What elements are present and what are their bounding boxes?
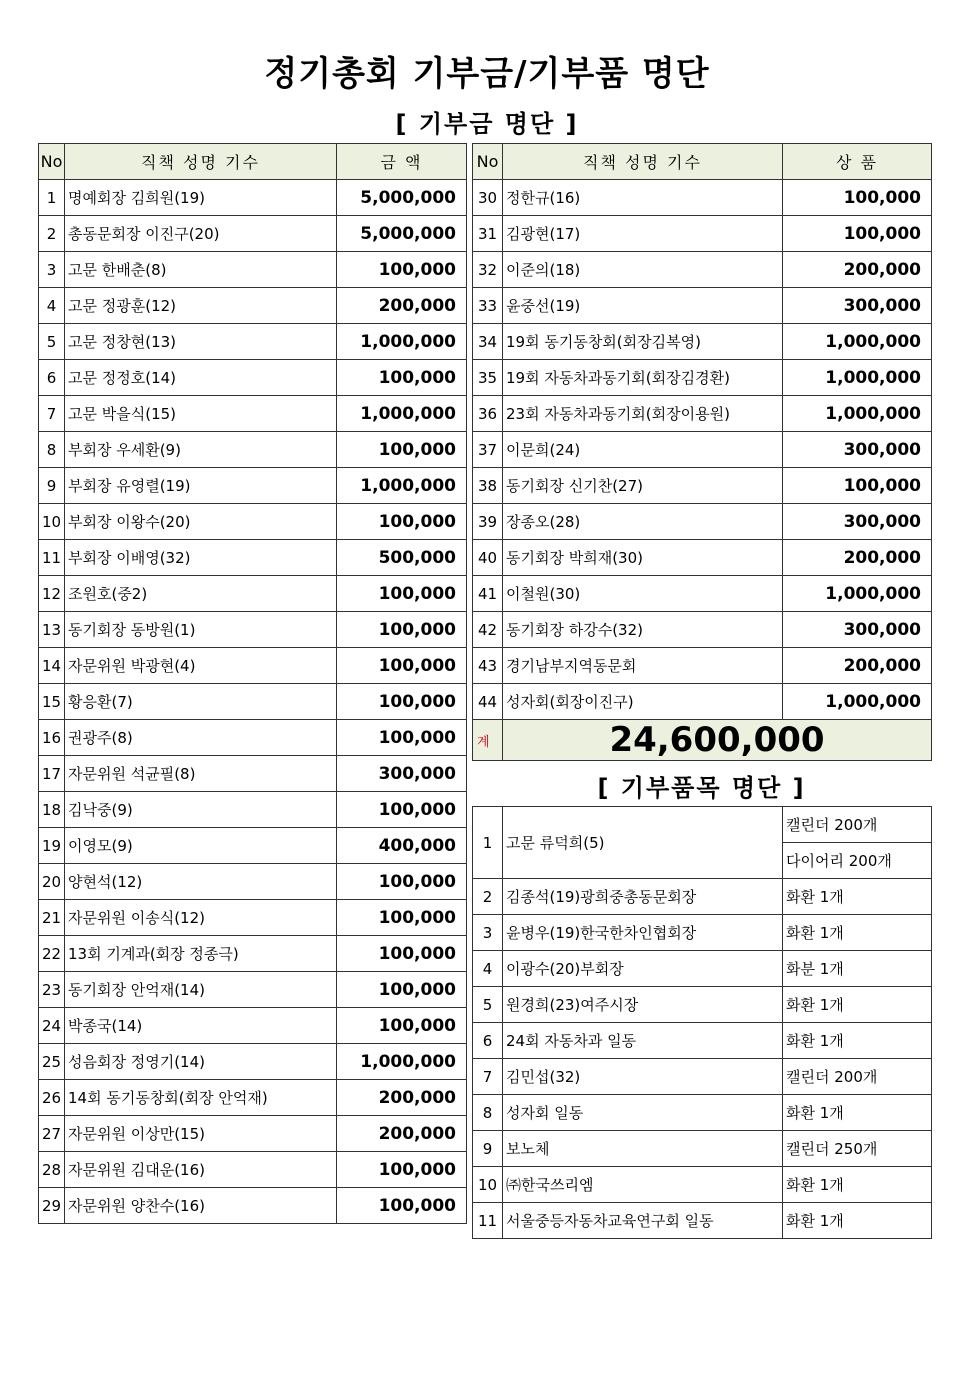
row-name: 이철원(30) bbox=[503, 576, 783, 612]
row-no: 32 bbox=[473, 252, 503, 288]
table-row bbox=[473, 684, 932, 720]
row-amount: 100,000 bbox=[337, 1008, 467, 1044]
table-row bbox=[39, 324, 467, 360]
row-no: 25 bbox=[39, 1044, 65, 1080]
table-row bbox=[473, 648, 932, 684]
table-row bbox=[473, 1203, 932, 1239]
row-no: 2 bbox=[473, 879, 503, 915]
row-item: 화환 1개 bbox=[783, 915, 932, 951]
row-name: 부회장 이왕수(20) bbox=[65, 504, 337, 540]
table-row bbox=[473, 879, 932, 915]
row-name: 성자회 일동 bbox=[503, 1095, 783, 1131]
row-name: 동기회장 안억재(14) bbox=[65, 972, 337, 1008]
row-no: 13 bbox=[39, 612, 65, 648]
table-row bbox=[473, 288, 932, 324]
header-amount: 금 액 bbox=[337, 144, 467, 180]
table-row bbox=[473, 1095, 932, 1131]
row-name: 이준의(18) bbox=[503, 252, 783, 288]
row-amount: 100,000 bbox=[337, 1152, 467, 1188]
row-no: 14 bbox=[39, 648, 65, 684]
row-name: 부회장 우세환(9) bbox=[65, 432, 337, 468]
row-no: 3 bbox=[39, 252, 65, 288]
table-row bbox=[473, 360, 932, 396]
row-no: 9 bbox=[39, 468, 65, 504]
table-row bbox=[473, 576, 932, 612]
row-name: 김민섭(32) bbox=[503, 1059, 783, 1095]
table-row bbox=[39, 468, 467, 504]
row-name: 성음회장 정영기(14) bbox=[65, 1044, 337, 1080]
table-row bbox=[473, 951, 932, 987]
table-row bbox=[473, 216, 932, 252]
row-no: 15 bbox=[39, 684, 65, 720]
row-no: 12 bbox=[39, 576, 65, 612]
table-row bbox=[39, 1080, 467, 1116]
table-row bbox=[473, 807, 932, 843]
table-row bbox=[39, 648, 467, 684]
row-name: 권광주(8) bbox=[65, 720, 337, 756]
row-item: 캘린더 200개 bbox=[783, 807, 932, 843]
row-amount: 1,000,000 bbox=[337, 468, 467, 504]
row-name: 13회 기계과(회장 정종극) bbox=[65, 936, 337, 972]
row-amount: 100,000 bbox=[337, 684, 467, 720]
row-no: 16 bbox=[39, 720, 65, 756]
row-amount: 200,000 bbox=[337, 1116, 467, 1152]
table-row bbox=[473, 432, 932, 468]
table-row bbox=[39, 684, 467, 720]
row-item: 화환 1개 bbox=[783, 1167, 932, 1203]
goods-table bbox=[472, 806, 932, 1239]
row-amount: 500,000 bbox=[337, 540, 467, 576]
row-name: 19회 동기동창회(회장김복영) bbox=[503, 324, 783, 360]
row-amount: 1,000,000 bbox=[337, 1044, 467, 1080]
total-amount: 24,600,000 bbox=[503, 720, 932, 761]
table-row bbox=[473, 1167, 932, 1203]
table-row bbox=[473, 396, 932, 432]
row-no: 43 bbox=[473, 648, 503, 684]
header-name: 직책 성명 기수 bbox=[503, 144, 783, 180]
table-row bbox=[473, 612, 932, 648]
row-item: 화환 1개 bbox=[783, 1203, 932, 1239]
row-no: 7 bbox=[473, 1059, 503, 1095]
row-amount: 5,000,000 bbox=[337, 216, 467, 252]
row-no: 37 bbox=[473, 432, 503, 468]
row-no: 21 bbox=[39, 900, 65, 936]
row-amount: 200,000 bbox=[783, 252, 932, 288]
row-no: 34 bbox=[473, 324, 503, 360]
row-amount: 1,000,000 bbox=[783, 396, 932, 432]
row-name: 원경희(23)여주시장 bbox=[503, 987, 783, 1023]
table-row bbox=[473, 987, 932, 1023]
table-row bbox=[39, 576, 467, 612]
row-amount: 100,000 bbox=[337, 864, 467, 900]
row-no: 4 bbox=[473, 951, 503, 987]
row-name: 양현석(12) bbox=[65, 864, 337, 900]
table-row bbox=[39, 612, 467, 648]
row-item: 화분 1개 bbox=[783, 951, 932, 987]
table-row bbox=[473, 915, 932, 951]
row-no: 44 bbox=[473, 684, 503, 720]
row-name: 부회장 유영렬(19) bbox=[65, 468, 337, 504]
row-amount: 100,000 bbox=[337, 972, 467, 1008]
row-name: 24회 자동차과 일동 bbox=[503, 1023, 783, 1059]
row-amount: 1,000,000 bbox=[783, 684, 932, 720]
row-name: 고문 정광훈(12) bbox=[65, 288, 337, 324]
row-no: 26 bbox=[39, 1080, 65, 1116]
row-name: 장종오(28) bbox=[503, 504, 783, 540]
row-name: 박종국(14) bbox=[65, 1008, 337, 1044]
row-no: 5 bbox=[39, 324, 65, 360]
row-name: 부회장 이배영(32) bbox=[65, 540, 337, 576]
row-item: 화환 1개 bbox=[783, 1023, 932, 1059]
table-row bbox=[39, 792, 467, 828]
row-no: 11 bbox=[473, 1203, 503, 1239]
row-name: 총동문회장 이진구(20) bbox=[65, 216, 337, 252]
row-no: 23 bbox=[39, 972, 65, 1008]
row-no: 42 bbox=[473, 612, 503, 648]
row-no: 8 bbox=[473, 1095, 503, 1131]
table-row bbox=[473, 1131, 932, 1167]
row-no: 27 bbox=[39, 1116, 65, 1152]
table-row bbox=[39, 1188, 467, 1224]
row-item: 화환 1개 bbox=[783, 1095, 932, 1131]
table-row bbox=[473, 540, 932, 576]
table-row bbox=[473, 1023, 932, 1059]
row-name: 고문 박을식(15) bbox=[65, 396, 337, 432]
row-amount: 100,000 bbox=[337, 900, 467, 936]
total-label: 계 bbox=[473, 720, 503, 761]
row-item: 화환 1개 bbox=[783, 987, 932, 1023]
table-row bbox=[39, 540, 467, 576]
row-name: 자문위원 이상만(15) bbox=[65, 1116, 337, 1152]
page-title: 정기총회 기부금/기부품 명단 bbox=[264, 54, 710, 94]
row-item: 캘린더 200개 bbox=[783, 1059, 932, 1095]
row-name: 김종석(19)광희중총동문회장 bbox=[503, 879, 783, 915]
row-amount: 100,000 bbox=[337, 720, 467, 756]
row-no: 30 bbox=[473, 180, 503, 216]
row-amount: 100,000 bbox=[337, 792, 467, 828]
table-row bbox=[473, 504, 932, 540]
header-no: No bbox=[39, 144, 65, 180]
row-name: 정한규(16) bbox=[503, 180, 783, 216]
row-no: 1 bbox=[39, 180, 65, 216]
row-no: 31 bbox=[473, 216, 503, 252]
row-name: 이광수(20)부회장 bbox=[503, 951, 783, 987]
row-amount: 200,000 bbox=[783, 648, 932, 684]
row-no: 10 bbox=[473, 1167, 503, 1203]
row-amount: 5,000,000 bbox=[337, 180, 467, 216]
table-row bbox=[39, 972, 467, 1008]
table-row bbox=[473, 252, 932, 288]
row-no: 38 bbox=[473, 468, 503, 504]
row-no: 7 bbox=[39, 396, 65, 432]
row-name: 고문 정정호(14) bbox=[65, 360, 337, 396]
table-row bbox=[39, 936, 467, 972]
row-amount: 1,000,000 bbox=[337, 396, 467, 432]
row-name: 성자회(회장이진구) bbox=[503, 684, 783, 720]
row-no: 4 bbox=[39, 288, 65, 324]
row-amount: 300,000 bbox=[783, 504, 932, 540]
row-name: 동기회장 신기찬(27) bbox=[503, 468, 783, 504]
row-amount: 300,000 bbox=[337, 756, 467, 792]
row-item: 캘린더 250개 bbox=[783, 1131, 932, 1167]
row-amount: 100,000 bbox=[337, 504, 467, 540]
row-name: 자문위원 김대운(16) bbox=[65, 1152, 337, 1188]
row-name: 23회 자동차과동기회(회장이용원) bbox=[503, 396, 783, 432]
row-no: 36 bbox=[473, 396, 503, 432]
header-name: 직책 성명 기수 bbox=[65, 144, 337, 180]
row-no: 18 bbox=[39, 792, 65, 828]
row-name: 김낙중(9) bbox=[65, 792, 337, 828]
table-row bbox=[39, 216, 467, 252]
row-amount: 200,000 bbox=[337, 288, 467, 324]
row-name: 경기남부지역동문회 bbox=[503, 648, 783, 684]
row-no: 3 bbox=[473, 915, 503, 951]
table-row bbox=[39, 756, 467, 792]
row-amount: 1,000,000 bbox=[783, 576, 932, 612]
row-amount: 100,000 bbox=[337, 936, 467, 972]
row-name: 윤중선(19) bbox=[503, 288, 783, 324]
row-name: 보노체 bbox=[503, 1131, 783, 1167]
row-no: 6 bbox=[473, 1023, 503, 1059]
row-amount: 100,000 bbox=[337, 576, 467, 612]
row-name: 동기회장 하강수(32) bbox=[503, 612, 783, 648]
row-name: 조원호(중2) bbox=[65, 576, 337, 612]
row-name: 동기회장 박희재(30) bbox=[503, 540, 783, 576]
goods-section-title: [ 기부품목 명단 ] bbox=[597, 774, 806, 802]
row-no: 6 bbox=[39, 360, 65, 396]
row-amount: 300,000 bbox=[783, 432, 932, 468]
row-amount: 200,000 bbox=[337, 1080, 467, 1116]
row-name: 황응환(7) bbox=[65, 684, 337, 720]
row-no: 2 bbox=[39, 216, 65, 252]
row-name: 14회 동기동창회(회장 안억재) bbox=[65, 1080, 337, 1116]
header-no: No bbox=[473, 144, 503, 180]
table-header bbox=[39, 144, 467, 180]
row-no: 22 bbox=[39, 936, 65, 972]
row-name: 서울중등자동차교육연구회 일동 bbox=[503, 1203, 783, 1239]
row-amount: 300,000 bbox=[783, 288, 932, 324]
table-row bbox=[39, 1152, 467, 1188]
row-no: 8 bbox=[39, 432, 65, 468]
row-name: 고문 한배춘(8) bbox=[65, 252, 337, 288]
table-row bbox=[39, 720, 467, 756]
table-row bbox=[39, 900, 467, 936]
table-row bbox=[39, 828, 467, 864]
table-row bbox=[39, 396, 467, 432]
row-amount: 400,000 bbox=[337, 828, 467, 864]
row-amount: 300,000 bbox=[783, 612, 932, 648]
donation-table-left bbox=[38, 143, 467, 1224]
table-row bbox=[39, 1116, 467, 1152]
row-amount: 100,000 bbox=[783, 180, 932, 216]
row-amount: 100,000 bbox=[783, 216, 932, 252]
row-item: 화환 1개 bbox=[783, 879, 932, 915]
row-no: 1 bbox=[473, 807, 503, 879]
table-row bbox=[39, 432, 467, 468]
table-header bbox=[473, 144, 932, 180]
row-no: 39 bbox=[473, 504, 503, 540]
row-amount: 200,000 bbox=[783, 540, 932, 576]
row-no: 19 bbox=[39, 828, 65, 864]
table-row bbox=[39, 360, 467, 396]
row-name: 동기회장 동방원(1) bbox=[65, 612, 337, 648]
donation-section-title: [ 기부금 명단 ] bbox=[395, 110, 579, 138]
row-amount: 100,000 bbox=[337, 360, 467, 396]
row-name: 자문위원 석균필(8) bbox=[65, 756, 337, 792]
row-name: 자문위원 양찬수(16) bbox=[65, 1188, 337, 1224]
row-name: 김광현(17) bbox=[503, 216, 783, 252]
row-no: 5 bbox=[473, 987, 503, 1023]
row-no: 29 bbox=[39, 1188, 65, 1224]
row-amount: 100,000 bbox=[783, 468, 932, 504]
row-no: 20 bbox=[39, 864, 65, 900]
row-name: 자문위원 이송식(12) bbox=[65, 900, 337, 936]
table-row bbox=[39, 252, 467, 288]
row-amount: 1,000,000 bbox=[783, 360, 932, 396]
table-row bbox=[473, 180, 932, 216]
donation-table-right bbox=[472, 143, 932, 761]
header-prize: 상 품 bbox=[783, 144, 932, 180]
table-row bbox=[39, 288, 467, 324]
row-amount: 100,000 bbox=[337, 432, 467, 468]
row-amount: 100,000 bbox=[337, 252, 467, 288]
table-row bbox=[473, 1059, 932, 1095]
row-no: 9 bbox=[473, 1131, 503, 1167]
row-no: 35 bbox=[473, 360, 503, 396]
row-name: 19회 자동차과동기회(회장김경환) bbox=[503, 360, 783, 396]
row-name: 이문희(24) bbox=[503, 432, 783, 468]
table-row bbox=[39, 1044, 467, 1080]
row-name: 이영모(9) bbox=[65, 828, 337, 864]
row-amount: 100,000 bbox=[337, 648, 467, 684]
row-amount: 1,000,000 bbox=[783, 324, 932, 360]
row-name: 자문위원 박광현(4) bbox=[65, 648, 337, 684]
row-item: 다이어리 200개 bbox=[783, 843, 932, 879]
row-amount: 100,000 bbox=[337, 612, 467, 648]
row-no: 28 bbox=[39, 1152, 65, 1188]
table-row bbox=[39, 1008, 467, 1044]
row-amount: 100,000 bbox=[337, 1188, 467, 1224]
row-no: 41 bbox=[473, 576, 503, 612]
row-no: 24 bbox=[39, 1008, 65, 1044]
row-no: 40 bbox=[473, 540, 503, 576]
total-row bbox=[473, 720, 932, 761]
row-no: 11 bbox=[39, 540, 65, 576]
table-row bbox=[39, 864, 467, 900]
table-row bbox=[39, 180, 467, 216]
row-name: 윤병우(19)한국한차인협회장 bbox=[503, 915, 783, 951]
row-no: 33 bbox=[473, 288, 503, 324]
row-amount: 1,000,000 bbox=[337, 324, 467, 360]
table-row bbox=[473, 468, 932, 504]
row-name: ㈜한국쓰리엠 bbox=[503, 1167, 783, 1203]
row-name: 명예회장 김희원(19) bbox=[65, 180, 337, 216]
row-no: 17 bbox=[39, 756, 65, 792]
row-name: 고문 정창현(13) bbox=[65, 324, 337, 360]
row-no: 10 bbox=[39, 504, 65, 540]
table-row bbox=[39, 504, 467, 540]
row-name: 고문 류덕희(5) bbox=[503, 807, 783, 879]
table-row bbox=[473, 324, 932, 360]
